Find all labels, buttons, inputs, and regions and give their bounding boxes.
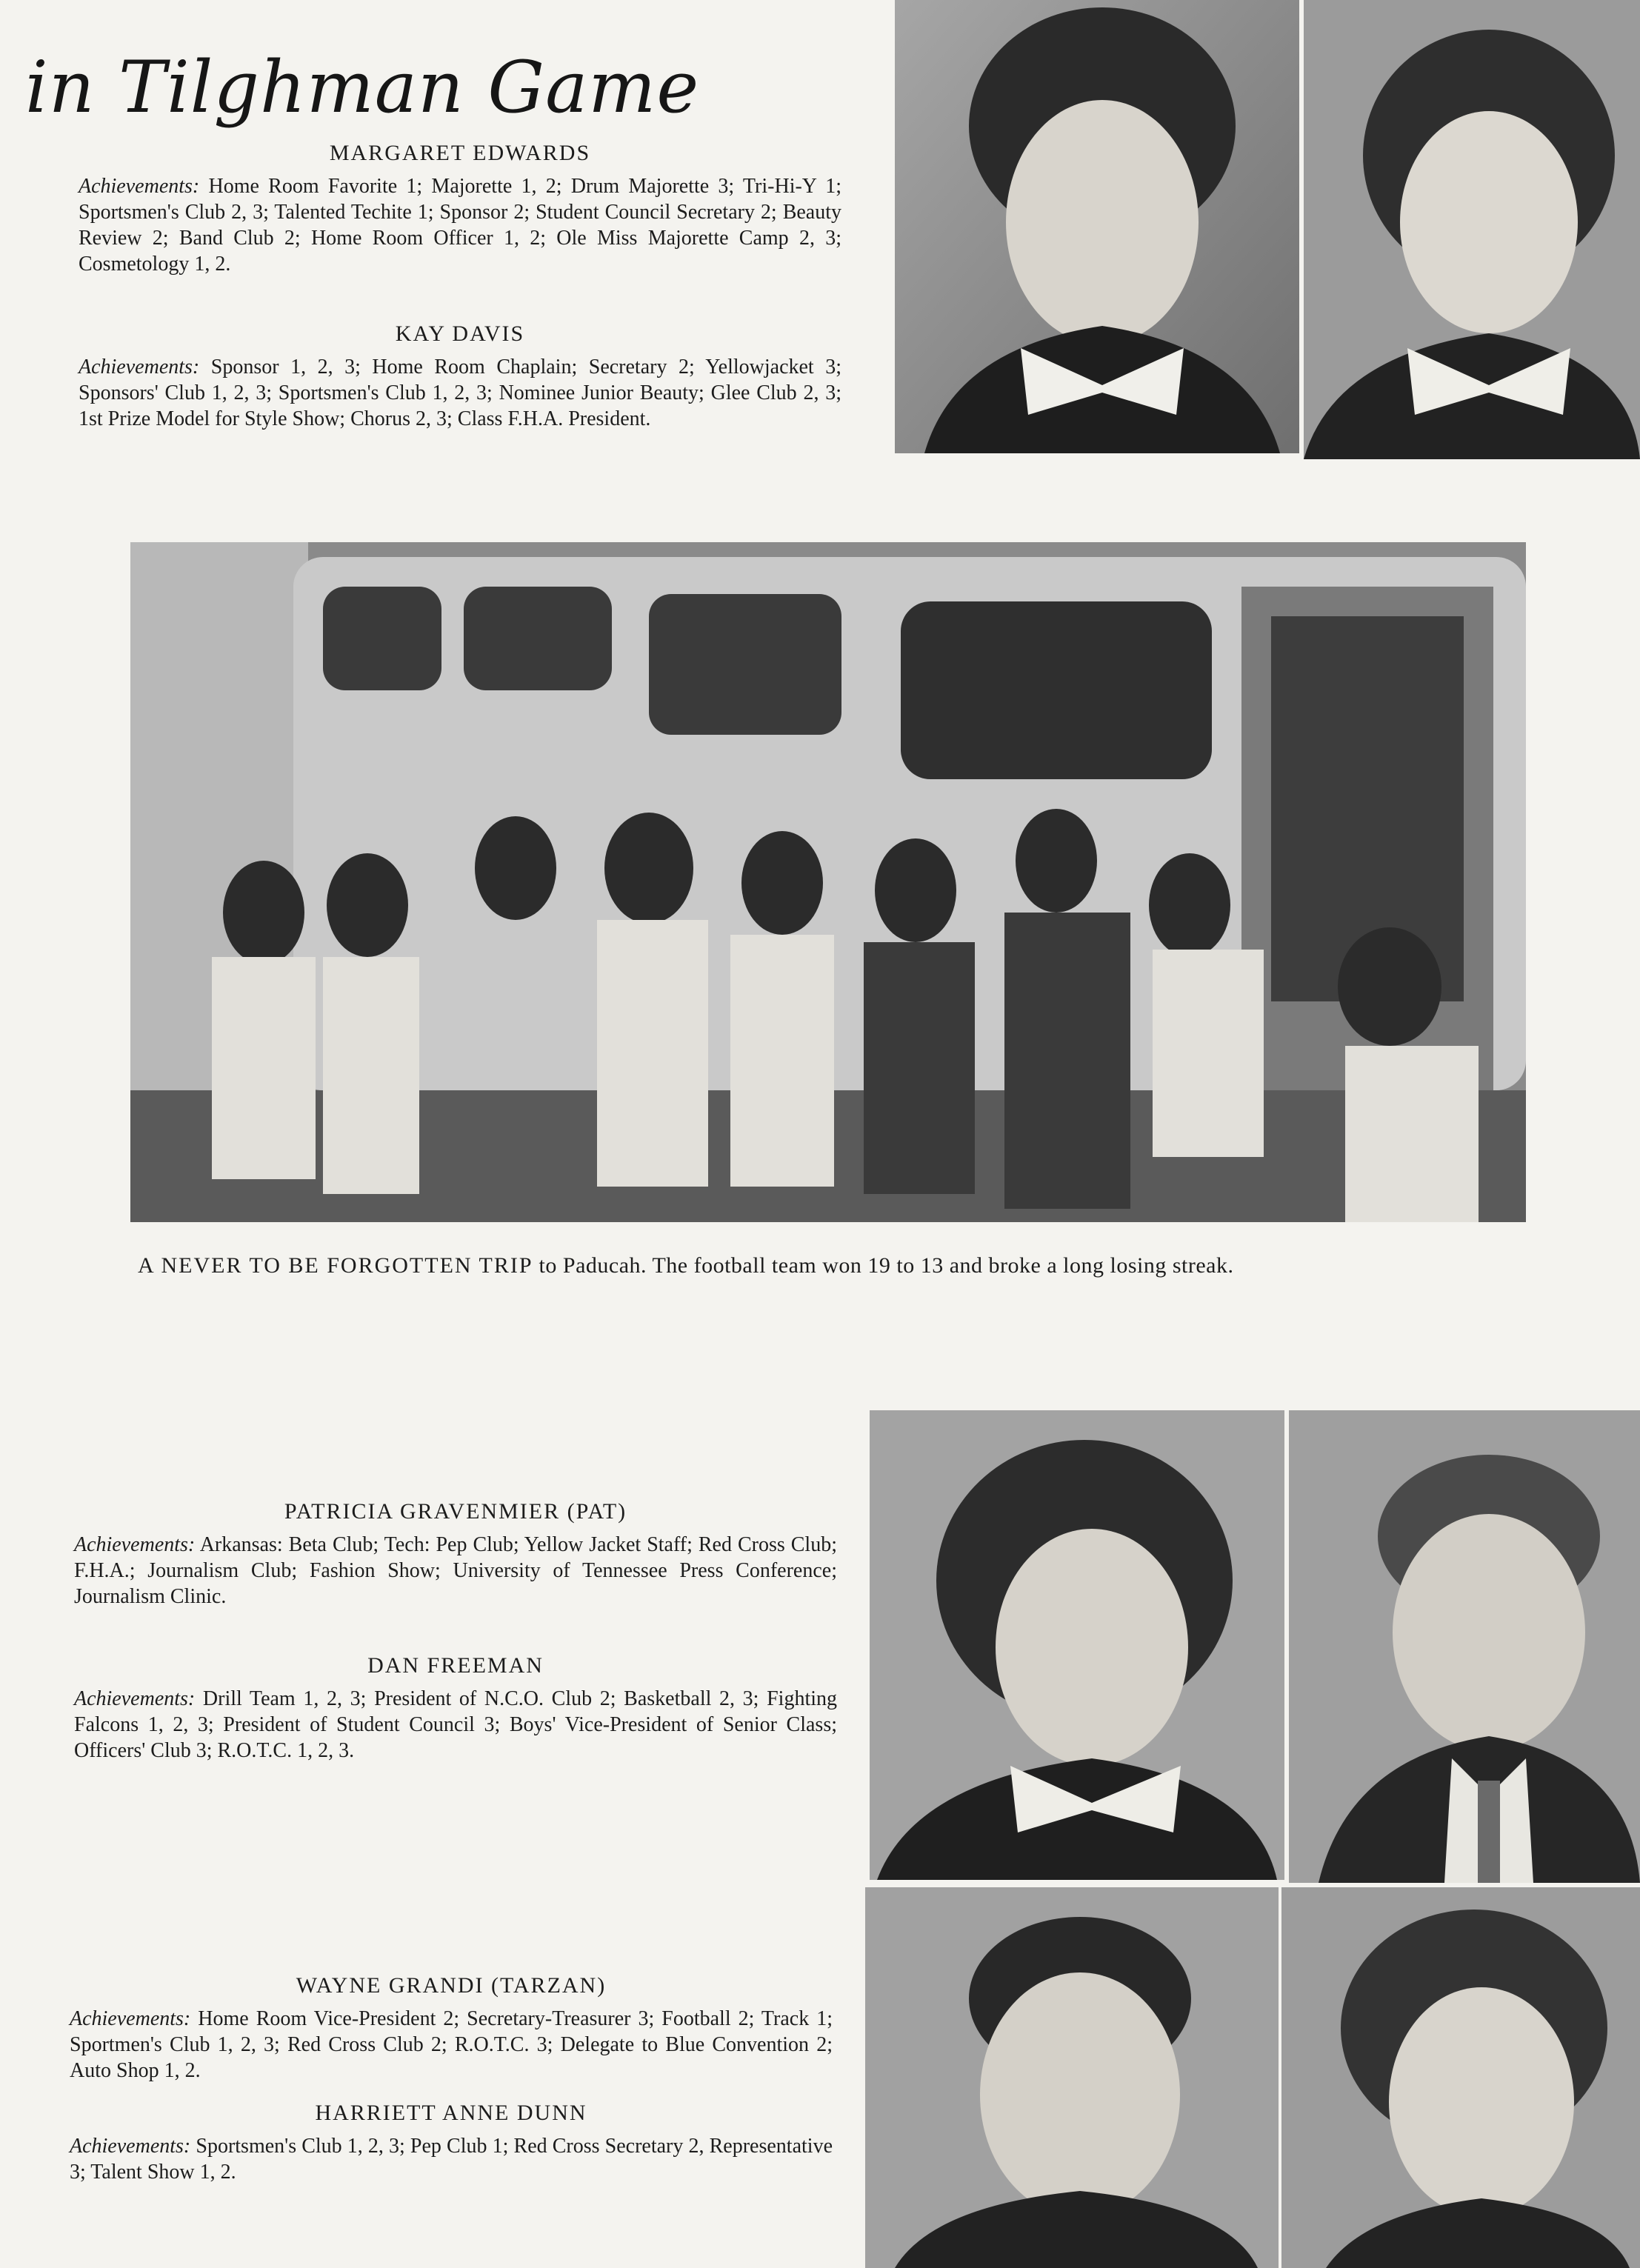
student-entry-harriett-anne-dunn — [70, 2101, 833, 2185]
achievements-text: Drill Team 1, 2, 3; President of N.C.O. Club 2; Basketball 2, 3; Fighting Falcons 1, 2, 3; President of Student Council 3; Boys' Vice-President of Senior Class; Officers' Club 3; R.O.T.C. 1, 2, 3. — [74, 1687, 837, 1762]
achievements-label: Achievements: — [79, 356, 200, 378]
photo-caption — [138, 1253, 1516, 1278]
achievements-label: Achievements: — [74, 1533, 196, 1556]
student-achievements — [70, 2006, 833, 2084]
caption-lead: A NEVER TO BE FORGOTTEN TRIP — [138, 1253, 533, 1278]
student-entry-kay-davis — [79, 321, 841, 432]
portrait-photo-wayne-grandi — [865, 1887, 1279, 2268]
caption-text: to Paducah. The football team won 19 to 13 and broke a long losing streak. — [539, 1253, 1234, 1278]
portrait-photo-harriett-anne-dunn — [1281, 1887, 1640, 2268]
student-achievements — [70, 2133, 833, 2185]
student-entry-dan-freeman — [74, 1653, 837, 1764]
achievements-text: Arkansas: Beta Club; Tech: Pep Club; Yellow Jacket Staff; Red Cross Club; F.H.A.; Journalism Club; Fashion Show; University of Tennessee Press Conference; Journalism Clinic. — [74, 1533, 837, 1608]
achievements-text: Sportsmen's Club 1, 2, 3; Pep Club 1; Red Cross Secretary 2, Representative 3; Talent Show 1, 2. — [70, 2135, 833, 2184]
achievements-label: Achievements: — [70, 2007, 191, 2030]
student-entry-margaret-edwards — [79, 141, 841, 277]
student-name: KAY DAVIS — [395, 321, 525, 346]
achievements-label: Achievements: — [70, 2135, 191, 2158]
achievements-text: Sponsor 1, 2, 3; Home Room Chaplain; Secretary 2; Yellowjacket 3; Sponsors' Club 1, 2, 3; Sportsmen's Club 1, 2, 3; Nominee Junior Beauty; Glee Club 2, 3; 1st Prize Model for Style Show; Chorus 2, 3; Class F.H.A. President. — [79, 356, 842, 430]
group-bus-photo — [130, 542, 1526, 1222]
achievements-label: Achievements: — [79, 175, 200, 198]
student-name: MARGARET EDWARDS — [329, 141, 591, 165]
student-achievements — [74, 1532, 837, 1610]
student-achievements — [79, 354, 841, 432]
page-heading: in Tilghman Game — [25, 46, 700, 129]
achievements-text: Home Room Favorite 1; Majorette 1, 2; Drum Majorette 3; Tri-Hi-Y 1; Sportsmen's Club 2, 3; Talented Techite 1; Sponsor 2; Student Council Secretary 2; Beauty Review 2; Band Club 2; Home Room Officer 1, 2; Ole Miss Majorette Camp 2, 3; Cosmetology 1, 2. — [79, 175, 842, 276]
achievements-label: Achievements: — [74, 1687, 196, 1710]
achievements-text: Home Room Vice-President 2; Secretary-Treasurer 3; Football 2; Track 1; Sportmen's Club 1, 2, 3; Red Cross Club 2; R.O.T.C. 3; Delegate to Blue Convention 2; Auto Shop 1, 2. — [70, 2007, 833, 2082]
portrait-photo-margaret-edwards — [895, 0, 1299, 453]
student-entry-patricia-gravenmier — [74, 1499, 837, 1610]
student-name: HARRIETT ANNE DUNN — [315, 2101, 587, 2125]
student-name: WAYNE GRANDI (TARZAN) — [296, 1973, 607, 1998]
student-achievements — [79, 173, 841, 277]
portrait-photo-patricia-gravenmier — [870, 1410, 1284, 1880]
student-achievements — [74, 1686, 837, 1764]
student-name: DAN FREEMAN — [367, 1653, 544, 1678]
portrait-photo-kay-davis — [1304, 0, 1640, 459]
portrait-photo-dan-freeman — [1289, 1410, 1640, 1883]
student-entry-wayne-grandi — [70, 1973, 833, 2084]
student-name: PATRICIA GRAVENMIER (PAT) — [284, 1499, 627, 1524]
